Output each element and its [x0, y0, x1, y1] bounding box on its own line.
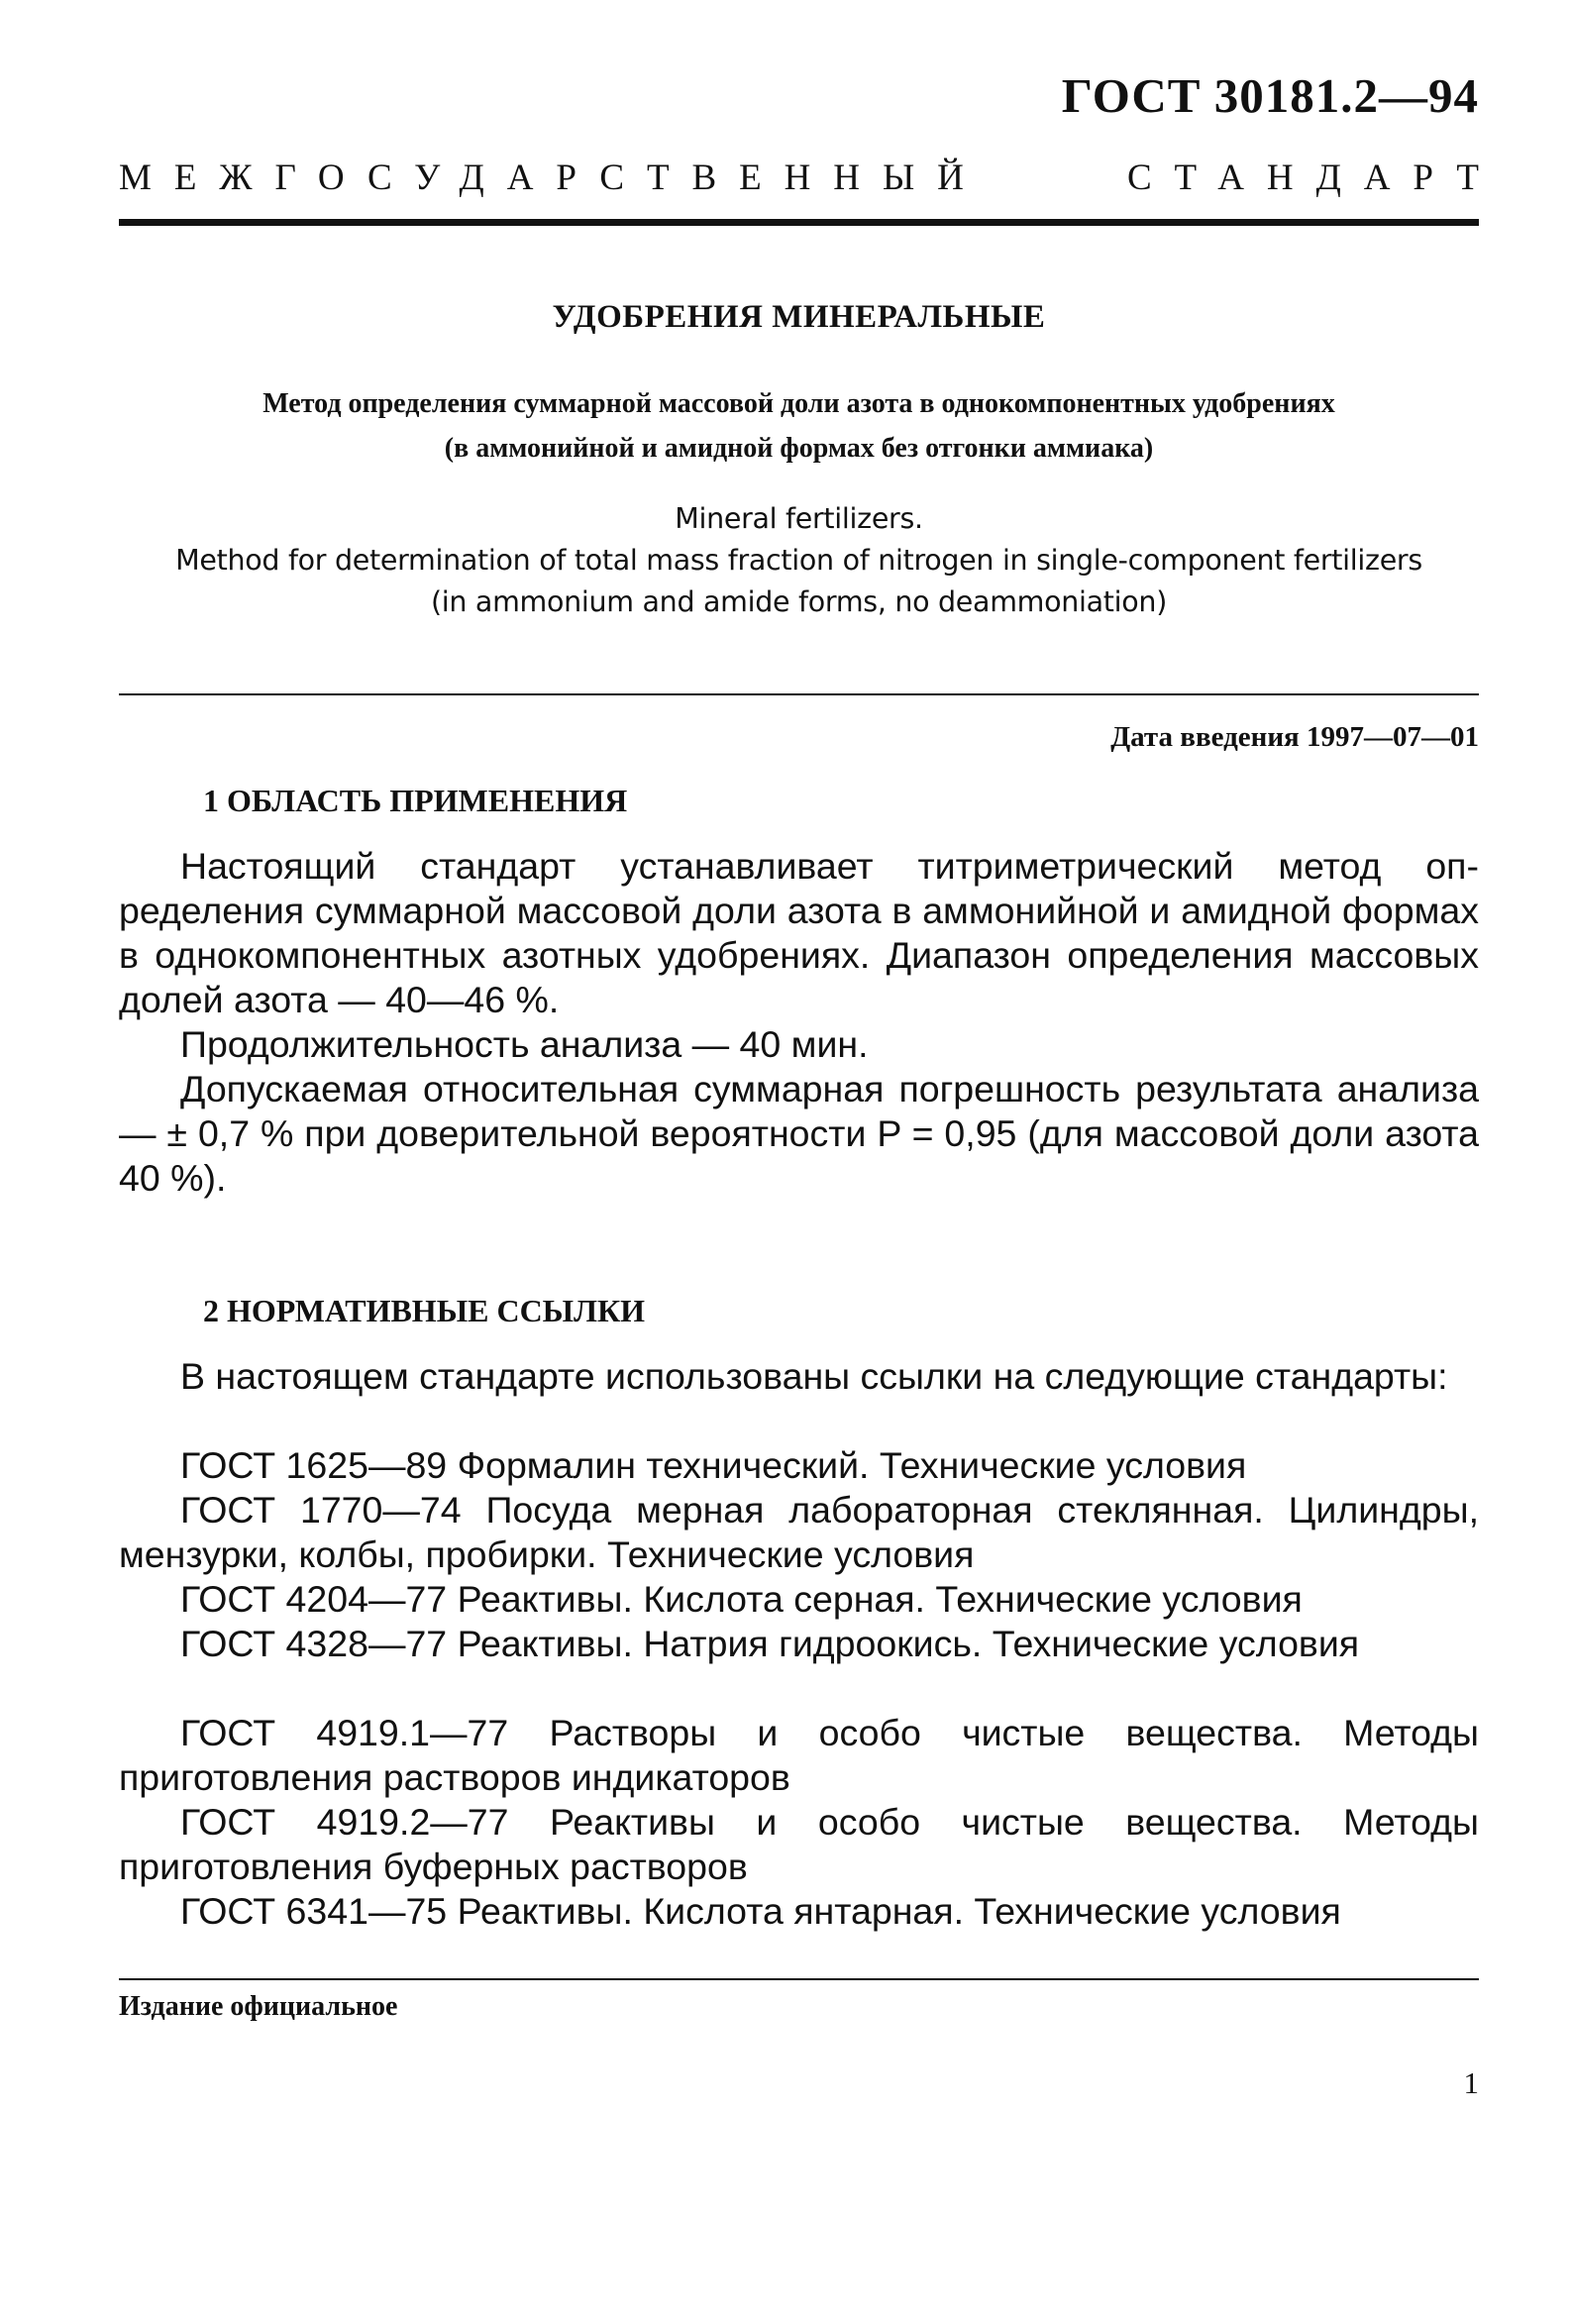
section-1-paragraph: Настоящий стандарт устанавливает титриметрический метод определения суммарной массовой доли азота в аммонийной и амидной формах в однокомпонентных азотных удобрениях. Диапазон определения массовых долей азота — 40—46 %.	[119, 845, 1479, 1020]
english-title	[119, 498, 1479, 623]
reference-item: ГОСТ 1770—74 Посуда мерная лабораторная стеклянная. Цилиндры, мензурки, колбы, пробирки. Технические условия	[119, 1489, 1479, 1575]
standard-code: ГОСТ 30181.2—94	[1061, 68, 1479, 123]
section-2-intro: В настоящем стандарте использованы ссылки на следующие стандарты:	[180, 1355, 1448, 1397]
section-1-heading: 1 ОБЛАСТЬ ПРИМЕНЕНИЯ	[203, 783, 628, 818]
english-title-line: Mineral fertilizers.	[675, 502, 923, 535]
interstate-word: МЕЖГОСУДАРСТВЕННЫЙ	[119, 158, 987, 198]
document-title: УДОБРЕНИЯ МИНЕРАЛЬНЫЕ	[552, 299, 1046, 335]
footer-rule	[119, 1978, 1479, 1980]
section-1-paragraph: Продолжительность анализа — 40 мин.	[180, 1023, 869, 1065]
reference-item: ГОСТ 4204—77 Реактивы. Кислота серная. Технические условия	[180, 1578, 1303, 1620]
section-2-heading: 2 НОРМАТИВНЫЕ ССЫЛКИ	[203, 1293, 646, 1328]
english-title-line: (in ammonium and amide forms, no deammoniation)	[430, 585, 1168, 618]
subtitle-line: Метод определения суммарной массовой доли азота в однокомпонентных удобрениях	[262, 388, 1335, 419]
english-title-line: Method for determination of total mass fraction of nitrogen in single-component fertilizers	[175, 544, 1422, 577]
subtitle-line: (в аммонийной и амидной формах без отгонки аммиака)	[444, 433, 1154, 464]
section-1-paragraph: Допускаемая относительная суммарная погрешность результата анализа — ± 0,7 % при доверительной вероятности P = 0,95 (для массовой доли азота 40 %).	[119, 1068, 1479, 1199]
page-number: 1	[1463, 2065, 1479, 2100]
title-rule	[119, 693, 1479, 695]
document-subtitle	[119, 381, 1479, 471]
reference-item: ГОСТ 4919.2—77 Реактивы и особо чистые вещества. Методы приготовления буферных растворов	[119, 1801, 1479, 1887]
standard-word: СТАНДАРТ	[1126, 158, 1502, 198]
reference-item: ГОСТ 6341—75 Реактивы. Кислота янтарная. Технические условия	[180, 1890, 1341, 1932]
header-rule	[119, 219, 1479, 226]
reference-item: ГОСТ 1625—89 Формалин технический. Технические условия	[180, 1444, 1247, 1486]
reference-item: ГОСТ 4328—77 Реактивы. Натрия гидроокись. Технические условия	[180, 1623, 1360, 1664]
reference-item: ГОСТ 4919.1—77 Растворы и особо чистые вещества. Методы приготовления растворов индикаторов	[119, 1712, 1479, 1798]
interstate-standard-label	[119, 157, 1502, 199]
edition-label: Издание официальное	[119, 1991, 398, 2022]
date-of-introduction: Дата введения 1997—07—01	[1110, 721, 1479, 753]
